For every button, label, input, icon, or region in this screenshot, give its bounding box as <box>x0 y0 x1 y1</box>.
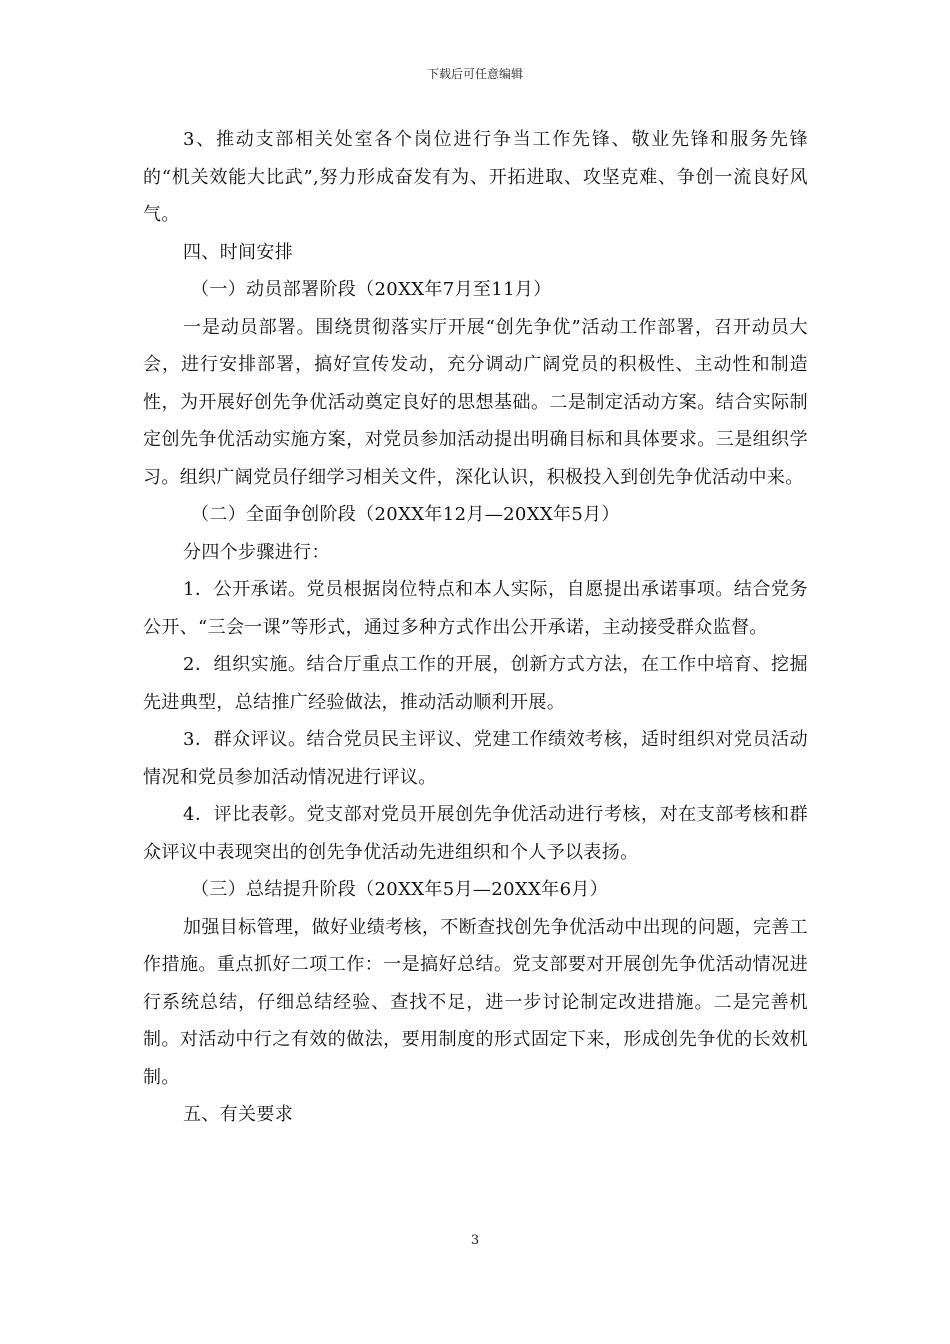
subsection-heading-summary: （三）总结提升阶段（20XX年5月—20XX年6月） <box>191 879 609 900</box>
paragraph-step-2: 2．组织实施。结合厅重点工作的开展，创新方式方法，在工作中培育、挖掘先进典型，总结推广经验做法，推动活动顺利开展。 <box>143 654 808 713</box>
paragraph-four-steps: 分四个步骤进行： <box>183 541 330 563</box>
subsection-heading-competition: （二）全面争创阶段（20XX年12月—20XX年5月） <box>191 504 620 525</box>
header-note: 下载后可任意编辑 <box>426 67 523 81</box>
subsection-heading-mobilization: （一）动员部署阶段（20XX年7月至11月） <box>191 279 552 300</box>
paragraph-step-1: 1．公开承诺。党员根据岗位特点和本人实际，自愿提出承诺事项。结合党务公开、“三会一课”等形式，通过多种方式作出公开承诺，主动接受群众监督。 <box>143 579 808 638</box>
page-number: 3 <box>470 1233 480 1248</box>
section-heading-requirements: 五、有关要求 <box>183 1104 294 1125</box>
paragraph-item-3: 3、推动支部相关处室各个岗位进行争当工作先锋、敬业先锋和服务先锋的“机关效能大比武”,努力形成奋发有为、开拓进取、攻坚克难、争创一流良好风气。 <box>143 129 808 225</box>
paragraph-mobilization: 一是动员部署。围绕贯彻落实厅开展“创先争优”活动工作部署，召开动员大会，进行安排部署，搞好宣传发动，充分调动广阔党员的积极性、主动性和制造性，为开展好创先争优活动奠定良好的思想基础。二是制定活动方案。结合实际制定创先争优活动实施方案，对党员参加活动提出明确目标和具体要求。三是组织学习。组织广阔党员仔细学习相关文件，深化认识，积极投入到创先争优活动中来。 <box>143 316 808 488</box>
paragraph-step-3: 3．群众评议。结合党员民主评议、党建工作绩效考核，适时组织对党员活动情况和党员参加活动情况进行评议。 <box>143 729 808 788</box>
section-heading-schedule: 四、时间安排 <box>183 241 294 263</box>
paragraph-summary: 加强目标管理，做好业绩考核，不断查找创先争优活动中出现的问题，完善工作措施。重点抓好二项工作：一是搞好总结。党支部要对开展创先争优活动情况进行系统总结，仔细总结经验、查找不足，进一步讨论制定改进措施。二是完善机制。对活动中行之有效的做法，要用制度的形式固定下来，形成创先争优的长效机制。 <box>143 916 808 1088</box>
paragraph-step-4: 4．评比表彰。党支部对党员开展创先争优活动进行考核，对在支部考核和群众评议中表现突出的创先争优活动先进组织和个人予以表扬。 <box>143 804 808 863</box>
document-body <box>143 121 808 1134</box>
